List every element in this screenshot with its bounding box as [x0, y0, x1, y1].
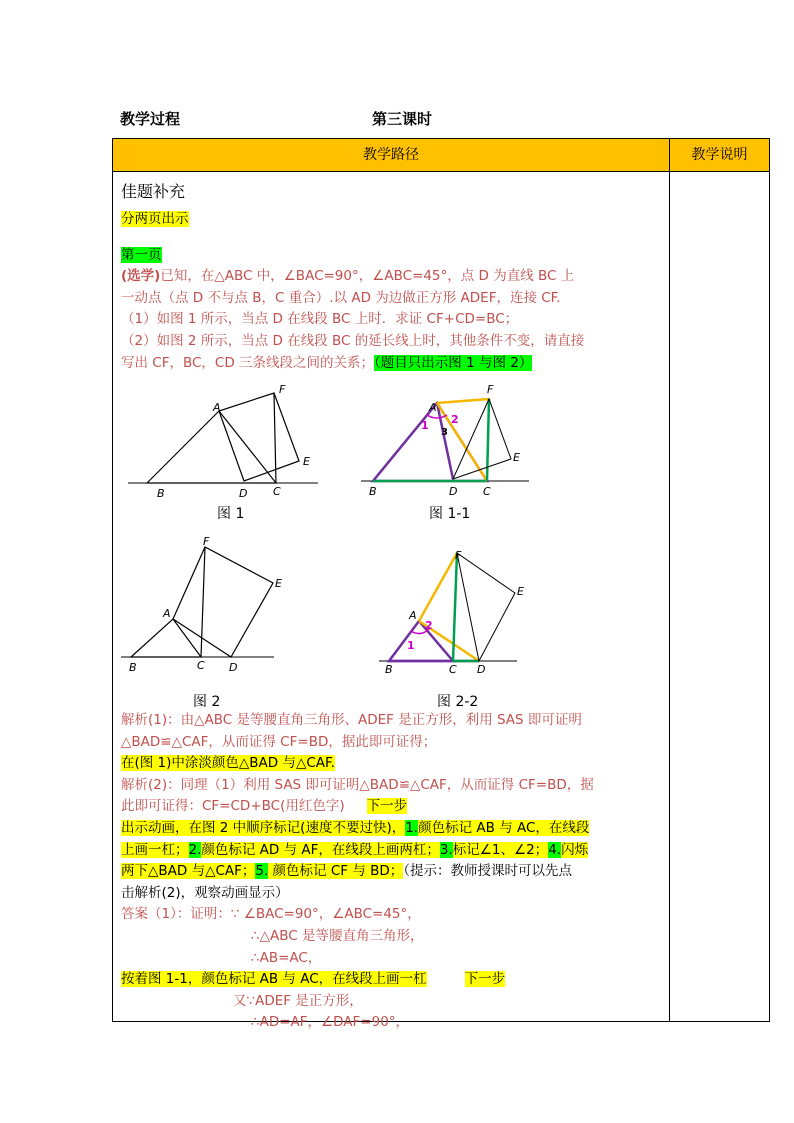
anim-line-1c: 颜色标记 AB 与 AC，在线段 — [418, 819, 590, 836]
anim-step-4: 4. — [548, 841, 562, 858]
fig1-1-label-d: D — [449, 485, 458, 498]
figure-1 — [123, 381, 323, 501]
question-1: （1）如图 1 所示，当点 D 在线段 BC 上时．求证 CF+CD=BC； — [121, 311, 519, 328]
anim-line-2e: 标记∠1、∠2； — [452, 841, 549, 858]
anim-line-3d: （提示：教师授课时可以先点 — [403, 863, 573, 880]
fig2-2-label-f: F — [455, 549, 462, 562]
fig1-1-angle-1: 1 — [421, 419, 429, 432]
figure-2-2 — [377, 549, 527, 679]
fig2-2-label-a: A — [409, 609, 417, 622]
fig1-label-e: E — [303, 455, 310, 468]
solution-2-line-1: 解析(2)：同理（1）利用 SAS 即可证明△BAD≌△CAF，从而证得 CF=BD，据 — [121, 776, 594, 793]
answer-next-step-button[interactable]: 下一步 — [464, 971, 506, 988]
problem-tag: (选学) — [121, 268, 161, 285]
fig2-label-a: A — [163, 607, 171, 620]
fig1-1-label-e: E — [513, 451, 520, 464]
question-2-line-1: （2）如图 2 所示，当点 D 在线段 BC 的延长线上时，其他条件不变，请直接 — [121, 332, 585, 349]
column-divider — [669, 171, 670, 1022]
anim-step-2: 2. — [188, 841, 202, 858]
answer-line-2: ∴△ABC 是等腰直角三角形， — [251, 927, 424, 944]
fig1-1-angle-2: 2 — [451, 413, 459, 426]
column-header-notes: 教学说明 — [691, 147, 748, 163]
question-2-note: （题目只出示图 1 与图 2） — [374, 354, 533, 371]
fig2-2-label-e: E — [517, 585, 524, 598]
anim-line-2a: 上画一杠； — [121, 841, 189, 858]
solution-1-line-2: △BAD≌△CAF，从而证得 CF=BD，据此即可证得； — [121, 733, 437, 750]
anim-line-3a: 两下△BAD 与△CAF； — [121, 863, 256, 880]
solution-2-line-2: 此即可证得：CF=CD+BC(用红色字) — [121, 798, 345, 815]
figure-1-caption: 图 1 — [217, 506, 245, 522]
figure-2 — [119, 535, 289, 675]
column-header-path: 教学路径 — [113, 139, 670, 171]
anim-line-3c: 颜色标记 CF 与 BD； — [268, 863, 404, 880]
problem-line-1: 已知，在△ABC 中，∠BAC=90°，∠ABC=45°，点 D 为直线 BC 上 — [160, 268, 575, 285]
anim-line-2c: 颜色标记 AD 与 AF，在线段上画两杠； — [201, 841, 440, 858]
page-label: 第一页 — [121, 246, 162, 263]
fig1-label-a: A — [213, 401, 221, 414]
fig1-1-label-f: F — [487, 383, 494, 396]
answer-line-4: 又∵ADEF 是正方形， — [233, 992, 363, 1009]
lesson-table — [112, 138, 770, 1031]
section-title: 教学过程 — [120, 110, 181, 128]
fig1-label-d: D — [239, 487, 248, 500]
anim-step-3: 3. — [439, 841, 453, 858]
question-2-line-2: 写出 CF，BC，CD 三条线段之间的关系； — [121, 354, 375, 371]
fig2-label-b: B — [129, 661, 137, 674]
answer-line-1: 答案（1）：证明：∵ ∠BAC=90°，∠ABC=45°， — [121, 906, 421, 923]
next-step-button[interactable]: 下一步 — [366, 798, 408, 815]
figure-1-1-caption: 图 1-1 — [429, 506, 471, 522]
fig1-label-f: F — [279, 383, 286, 396]
answer-line-5: ∴AD=AF，∠DAF=90°， — [251, 1014, 410, 1031]
fig2-label-c: C — [197, 659, 205, 672]
fig1-label-c: C — [273, 485, 281, 498]
fig1-1-label-a: A — [429, 401, 437, 414]
answer-note: 按着图 1-1，颜色标记 AB 与 AC，在线段上画一杠 — [121, 971, 427, 988]
anim-line-2g: 闪烁 — [561, 841, 589, 858]
fig1-1-label-b: B — [369, 485, 377, 498]
fig2-label-e: E — [275, 577, 282, 590]
figure-2-2-caption: 图 2-2 — [437, 694, 479, 710]
fig1-label-b: B — [157, 487, 165, 500]
fig2-2-angle-2: 2 — [425, 619, 433, 632]
lesson-title: 第三课时 — [372, 110, 433, 128]
anim-step-1: 1. — [405, 819, 419, 836]
table-header — [113, 139, 769, 172]
fig1-1-angle-3: 3 — [441, 427, 448, 438]
fig2-2-label-c: C — [449, 663, 457, 676]
fig2-2-label-d: D — [477, 663, 486, 676]
solution-1-note: 在(图 1)中涂淡颜色△BAD 与△CAF. — [121, 755, 335, 772]
fig2-2-label-b: B — [385, 663, 393, 676]
answer-line-3: ∴AB=AC， — [251, 949, 322, 966]
lesson-content — [121, 179, 663, 374]
figure-2-caption: 图 2 — [193, 694, 221, 710]
anim-line-1a: 出示动画，在图 2 中顺序标记(速度不要过快)， — [121, 819, 406, 836]
fig2-2-angle-1: 1 — [407, 639, 415, 652]
solution-1-line-1: 解析(1)：由△ABC 是等腰直角三角形、ADEF 是正方形，利用 SAS 即可证明 — [121, 712, 582, 728]
display-note: 分两页出示 — [121, 211, 189, 227]
anim-step-5: 5. — [255, 863, 269, 880]
content-heading: 佳题补充 — [121, 182, 186, 201]
fig2-label-d: D — [229, 661, 238, 674]
problem-line-2: 一动点（点 D 不与点 B，C 重合）.以 AD 为边做正方形 ADEF，连接 CF. — [121, 289, 561, 306]
solution-content — [121, 710, 663, 1034]
anim-line-4: 击解析(2)，观察动画显示） — [121, 884, 289, 901]
fig1-1-label-c: C — [483, 485, 491, 498]
figure-1-1 — [361, 381, 531, 501]
fig2-label-f: F — [203, 535, 210, 548]
